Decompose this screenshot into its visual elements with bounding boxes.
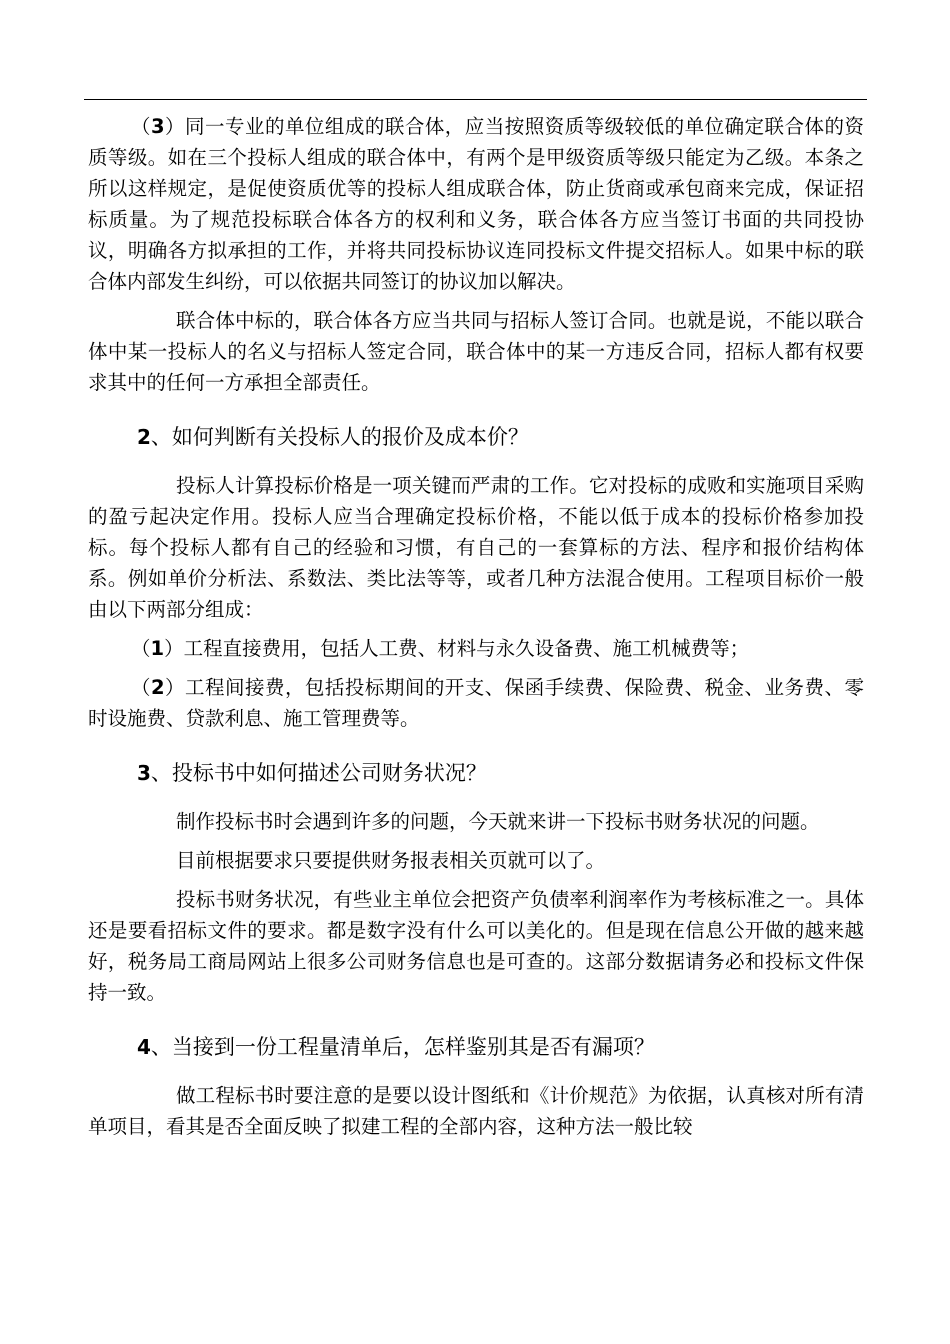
header-rule xyxy=(84,99,867,100)
paragraph-consortium-contract: 联合体中标的，联合体各方应当共同与招标人签订合同。也就是说，不能以联合体中某一投标人的名义与招标人签定合同，联合体中的某一方违反合同，招标人都有权要求其中的任何一方承担全部责任。 xyxy=(88,309,864,394)
paragraph-consortium-qualification xyxy=(88,111,864,297)
list-item-direct-cost xyxy=(88,633,864,664)
heading-text: 、如何判断有关投标人的报价及成本价？ xyxy=(150,425,529,449)
paragraph-bid-price: 投标人计算投标价格是一项关键而严肃的工作。它对投标的成败和实施项目采购的盈亏起决定作用。投标人应当合理确定投标价格，不能以低于成本的投标价格参加投标。每个投标人都有自己的经验和习惯，有自己的一套算标的方法、程序和报价结构体系。例如单价分析法、系数法、类比法等等，或者几种方法混合使用。工程项目标价一般由以下两部分组成： xyxy=(88,474,864,621)
paren-open: （ xyxy=(131,637,151,660)
paren-open: （ xyxy=(131,115,151,138)
list-item-text: 工程间接费，包括投标期间的开支、保函手续费、保险费、税金、业务费、零时设施费、贷款利息、施工管理费等。 xyxy=(88,676,864,730)
heading-number: 4 xyxy=(137,1035,151,1059)
paren-open: （ xyxy=(131,676,151,699)
section-heading-2 xyxy=(88,420,864,454)
heading-number: 3 xyxy=(137,761,151,785)
paren-close: ） xyxy=(164,676,186,699)
section-heading-4 xyxy=(88,1030,864,1064)
document-body xyxy=(88,111,864,1142)
item-number: 1 xyxy=(150,637,165,660)
heading-text: 、当接到一份工程量清单后，怎样鉴别其是否有漏项？ xyxy=(150,1035,655,1059)
paragraph-text: 同一专业的单位组成的联合体，应当按照资质等级较低的单位确定联合体的资质等级。如在三个投标人组成的联合体中，有两个是甲级资质等级只能定为乙级。本条之所以这样规定，是促使资质优等的投标人组成联合体，防止货商或承包商来完成，保证招标质量。为了规范投标联合体各方的权利和义务，联合体各方应当签订书面的共同投协议，明确各方拟承担的工作，并将共同投标协议连同投标文件提交招标人。如果中标的联合体内部发生纠纷，可以依据共同签订的协议加以解决。 xyxy=(88,115,864,293)
paren-close: ） xyxy=(164,637,184,660)
paragraph-quantity-list: 做工程标书时要注意的是要以设计图纸和《计价规范》为依据，认真核对所有清单项目，看其是否全面反映了拟建工程的全部内容，这种方法一般比较 xyxy=(88,1084,864,1138)
item-number: 2 xyxy=(150,676,165,699)
list-item-text: 工程直接费用，包括人工费、材料与永久设备费、施工机械费等； xyxy=(183,637,750,660)
heading-text: 、投标书中如何描述公司财务状况？ xyxy=(150,761,487,785)
list-item-indirect-cost xyxy=(88,672,864,734)
heading-number: 2 xyxy=(137,425,151,449)
paren-close: ） xyxy=(164,115,186,138)
paragraph-financial-intro: 制作投标书时会遇到许多的问题，今天就来讲一下投标书财务状况的问题。 xyxy=(176,810,820,833)
section-heading-3 xyxy=(88,756,864,790)
item-number: 3 xyxy=(150,115,165,138)
paragraph-financial-status: 投标书财务状况，有些业主单位会把资产负债率利润率作为考核标准之一。具体还是要看招标文件的要求。都是数字没有什么可以美化的。但是现在信息公开做的越来越好，税务局工商局网站上很多公司财务信息也是可查的。这部分数据请务必和投标文件保持一致。 xyxy=(88,888,864,1004)
paragraph-financial-requirement: 目前根据要求只要提供财务报表相关页就可以了。 xyxy=(176,849,606,872)
